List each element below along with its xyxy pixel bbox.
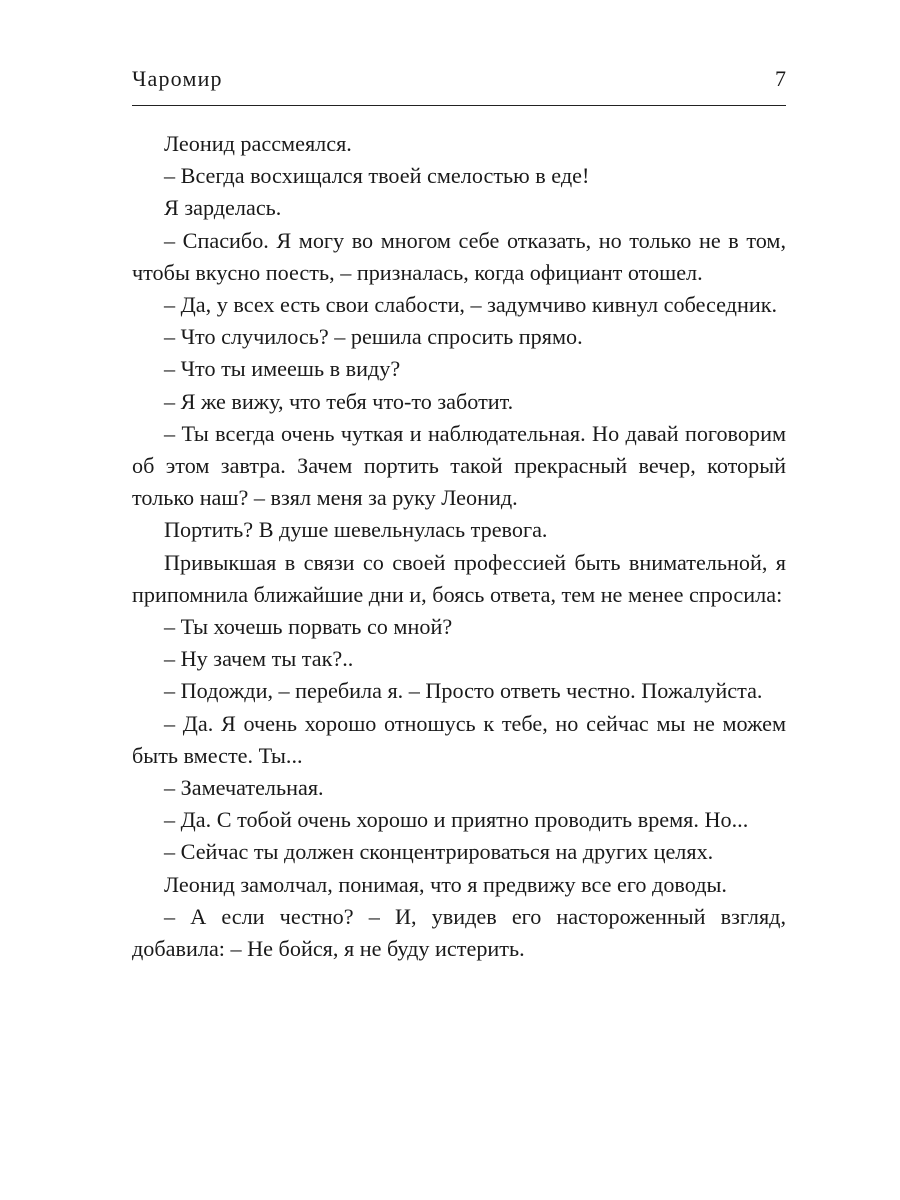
paragraph: – Ну зачем ты так?.. <box>164 646 354 672</box>
paragraph: Леонид замолчал, понимая, что я предвижу все его доводы. <box>164 871 727 897</box>
paragraph: – Замечательная. <box>164 775 324 801</box>
paragraph: Леонид рассмеялся. <box>164 131 352 156</box>
page-number: 7 <box>775 66 786 91</box>
paragraph: – Сейчас ты должен сконцентрироваться на других целях. <box>164 839 714 865</box>
paragraph: – Да, у всех есть свои слабости, – задумчиво кивнул собеседник. <box>164 292 778 318</box>
header-rule <box>132 105 786 106</box>
paragraph: – Да. С тобой очень хорошо и приятно проводить время. Но... <box>164 807 749 833</box>
paragraph: – Что ты имеешь в виду? <box>164 356 401 382</box>
page-header <box>132 64 786 102</box>
paragraph: – Что случилось? – решила спросить прямо. <box>164 324 583 350</box>
body-text <box>132 128 786 965</box>
paragraph: – Всегда восхищался твоей смелостью в еде! <box>164 163 590 189</box>
paragraph: Привыкшая в связи со своей профессией быть внимательной, я припомнила ближайшие дни и, боясь ответа, тем не менее спросила: <box>132 549 786 607</box>
paragraph: – А если честно? – И, увидев его настороженный взгляд, добавила: – Не бойся, я не буду истерить. <box>132 903 786 962</box>
paragraph: – Ты всегда очень чуткая и наблюдательная. Но давай поговорим об этом завтра. Зачем портить такой прекрасный вечер, который только наш? – взял меня за руку Леонид. <box>132 420 786 511</box>
paragraph: – Подожди, – перебила я. – Просто ответь честно. Пожалуйста. <box>164 678 763 704</box>
paragraph: – Да. Я очень хорошо отношусь к тебе, но сейчас мы не можем быть вместе. Ты... <box>132 710 786 768</box>
paragraph: – Ты хочешь порвать со мной? <box>164 614 453 640</box>
paragraph: Портить? В душе шевельнулась тревога. <box>164 517 548 543</box>
paragraph: – Спасибо. Я могу во многом себе отказать, но только не в том, чтобы вкусно поесть, – призналась, когда официант отошел. <box>132 227 786 285</box>
paragraph: Я зарделась. <box>164 195 282 221</box>
paragraph: – Я же вижу, что тебя что-то заботит. <box>164 388 514 414</box>
running-title: Чаромир <box>132 66 223 91</box>
